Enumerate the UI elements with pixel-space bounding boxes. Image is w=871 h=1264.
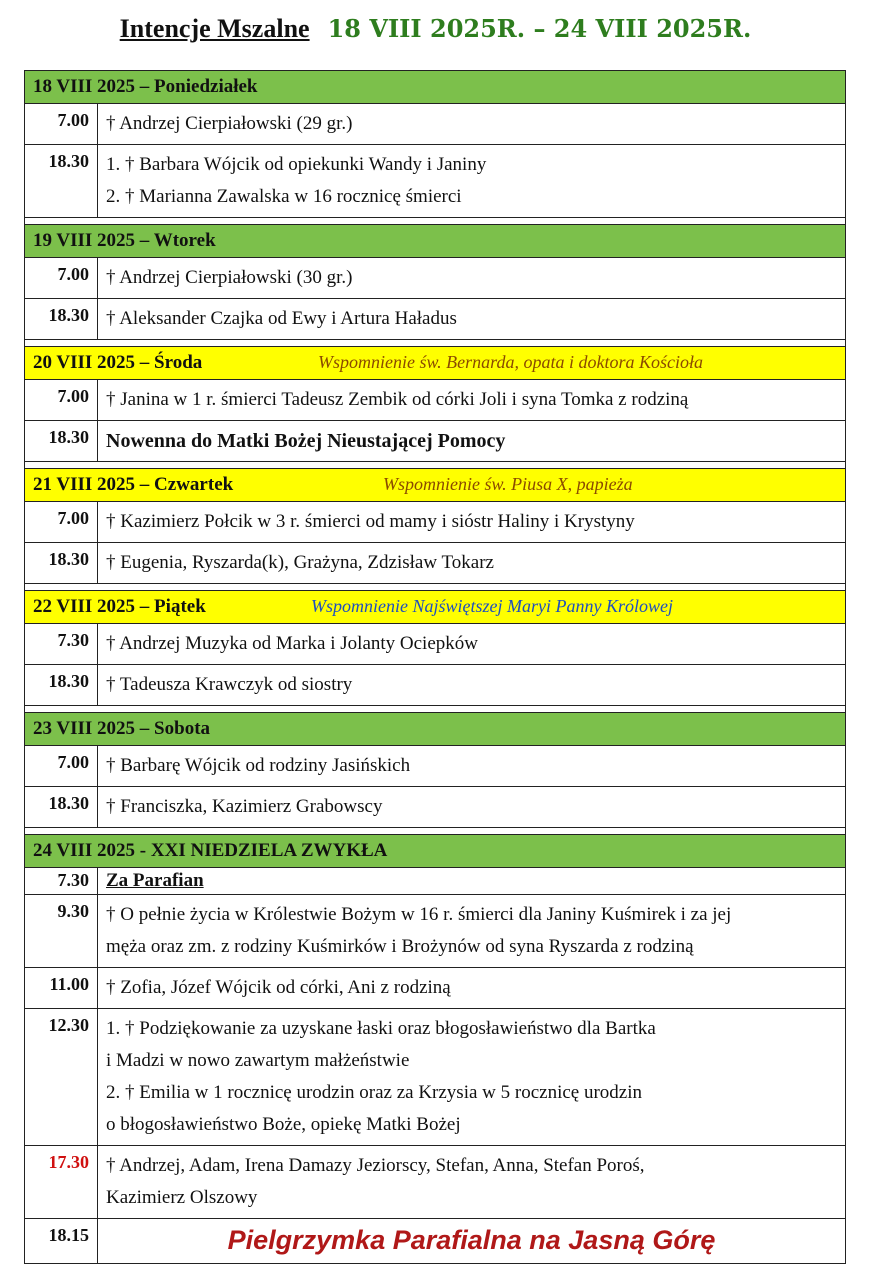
- day-header-tuesday: [25, 225, 846, 258]
- title-date-range: 18 VIII 2025R. – 24 VIII 2025R.: [327, 14, 752, 43]
- mass-intentions-table: [24, 70, 846, 1264]
- day-divider: [25, 218, 846, 225]
- intention-text: † O pełnie życia w Królestwie Bożym w 16 r. śmierci dla Janiny Kuśmirek i za jej: [106, 904, 732, 925]
- day-divider: [25, 706, 846, 713]
- day-title: 23 VIII 2025 – Sobota: [33, 718, 211, 739]
- intention-text: † Kazimierz Połcik w 3 r. śmierci od mamy i sióstr Haliny i Krystyny: [106, 511, 635, 532]
- mass-time: 17.30: [25, 1146, 98, 1219]
- mass-time: 18.30: [25, 665, 98, 706]
- mass-row: [25, 624, 846, 665]
- intention-text: 1. † Barbara Wójcik od opiekunki Wandy i Janiny: [106, 154, 487, 175]
- intention-text: 2. † Marianna Zawalska w 16 rocznicę śmierci: [106, 186, 462, 207]
- mass-time: 18.30: [25, 787, 98, 828]
- mass-time: 7.00: [25, 104, 98, 145]
- mass-time: 9.30: [25, 895, 98, 968]
- mass-time: 18.30: [25, 421, 98, 462]
- intention-text: i Madzi w nowo zawartym małżeństwie: [106, 1050, 410, 1071]
- day-divider: [25, 828, 846, 835]
- intention-text: † Barbarę Wójcik od rodziny Jasińskich: [106, 755, 411, 776]
- title-main: Intencje Mszalne: [119, 14, 310, 43]
- memorial-note: Wspomnienie św. Bernarda, opata i doktora Kościoła: [318, 352, 703, 372]
- day-divider: [25, 584, 846, 591]
- day-header-thursday: [25, 469, 846, 502]
- day-title: 22 VIII 2025 – Piątek: [33, 596, 206, 617]
- day-title: 19 VIII 2025 – Wtorek: [33, 230, 216, 251]
- mass-row: [25, 104, 846, 145]
- day-title: 20 VIII 2025 – Środa: [33, 352, 203, 373]
- mass-time: 11.00: [25, 968, 98, 1009]
- memorial-note: Wspomnienie św. Piusa X, papieża: [383, 474, 633, 494]
- intention-text: Za Parafian: [106, 870, 204, 891]
- intention-text: 2. † Emilia w 1 rocznicę urodzin oraz za Krzysia w 5 rocznicę urodzin: [106, 1082, 642, 1103]
- mass-row: [25, 787, 846, 828]
- intention-text: † Zofia, Józef Wójcik od córki, Ani z rodziną: [106, 977, 451, 998]
- intention-text: 1. † Podziękowanie za uzyskane łaski oraz błogosławieństwo dla Bartka: [106, 1018, 656, 1039]
- page-title: [0, 14, 871, 44]
- intention-text: † Andrzej, Adam, Irena Damazy Jeziorscy, Stefan, Anna, Stefan Poroś,: [106, 1155, 645, 1176]
- mass-time: 12.30: [25, 1009, 98, 1146]
- day-title: 24 VIII 2025 - XXI NIEDZIELA ZWYKŁA: [33, 840, 388, 861]
- memorial-note: Wspomnienie Najświętszej Maryi Panny Królowej: [311, 596, 673, 616]
- day-header-saturday: [25, 713, 846, 746]
- mass-time: 7.00: [25, 258, 98, 299]
- day-title: 18 VIII 2025 – Poniedziałek: [33, 76, 258, 97]
- mass-row: [25, 380, 846, 421]
- mass-row: [25, 421, 846, 462]
- mass-time: 18.30: [25, 299, 98, 340]
- day-header-wednesday: [25, 347, 846, 380]
- mass-row: [25, 502, 846, 543]
- mass-row: [25, 868, 846, 895]
- intention-text: † Janina w 1 r. śmierci Tadeusz Zembik od córki Joli i syna Tomka z rodziną: [106, 389, 689, 410]
- mass-row: [25, 968, 846, 1009]
- mass-time: 7.00: [25, 746, 98, 787]
- intention-text: o błogosławieństwo Boże, opiekę Matki Bożej: [106, 1114, 461, 1135]
- mass-row: [25, 1146, 846, 1219]
- day-divider: [25, 340, 846, 347]
- mass-row: [25, 543, 846, 584]
- intention-text: † Andrzej Muzyka od Marka i Jolanty Ociepków: [106, 633, 478, 654]
- day-title: 21 VIII 2025 – Czwartek: [33, 474, 234, 495]
- intention-text: † Franciszka, Kazimierz Grabowscy: [106, 796, 383, 817]
- pilgrimage-announcement: Pielgrzymka Parafialna na Jasną Górę: [227, 1225, 716, 1255]
- intention-text: męża oraz zm. z rodziny Kuśmirków i Brożynów od syna Ryszarda z rodziną: [106, 936, 694, 957]
- intention-text: † Andrzej Cierpiałowski (30 gr.): [106, 267, 353, 288]
- mass-time: 7.00: [25, 380, 98, 421]
- intention-text: † Aleksander Czajka od Ewy i Artura Haładus: [106, 308, 457, 329]
- mass-row: [25, 145, 846, 218]
- mass-time: 18.30: [25, 543, 98, 584]
- mass-row: [25, 299, 846, 340]
- intention-text: † Tadeusza Krawczyk od siostry: [106, 674, 353, 695]
- day-header-friday: [25, 591, 846, 624]
- mass-time: 7.30: [25, 868, 98, 895]
- day-divider: [25, 462, 846, 469]
- intention-text: Kazimierz Olszowy: [106, 1187, 258, 1208]
- intention-text: † Andrzej Cierpiałowski (29 gr.): [106, 113, 353, 134]
- mass-time: 7.30: [25, 624, 98, 665]
- intention-text: † Eugenia, Ryszarda(k), Grażyna, Zdzisław Tokarz: [106, 552, 494, 573]
- mass-time: 7.00: [25, 502, 98, 543]
- mass-row: [25, 1009, 846, 1146]
- mass-row: [25, 258, 846, 299]
- mass-row: [25, 895, 846, 968]
- mass-time: 18.15: [25, 1219, 98, 1264]
- mass-row: [25, 746, 846, 787]
- mass-time: 18.30: [25, 145, 98, 218]
- day-header-monday: [25, 71, 846, 104]
- mass-row: [25, 1219, 846, 1264]
- mass-row: [25, 665, 846, 706]
- day-header-sunday: [25, 835, 846, 868]
- novena-text: Nowenna do Matki Bożej Nieustającej Pomocy: [106, 430, 506, 452]
